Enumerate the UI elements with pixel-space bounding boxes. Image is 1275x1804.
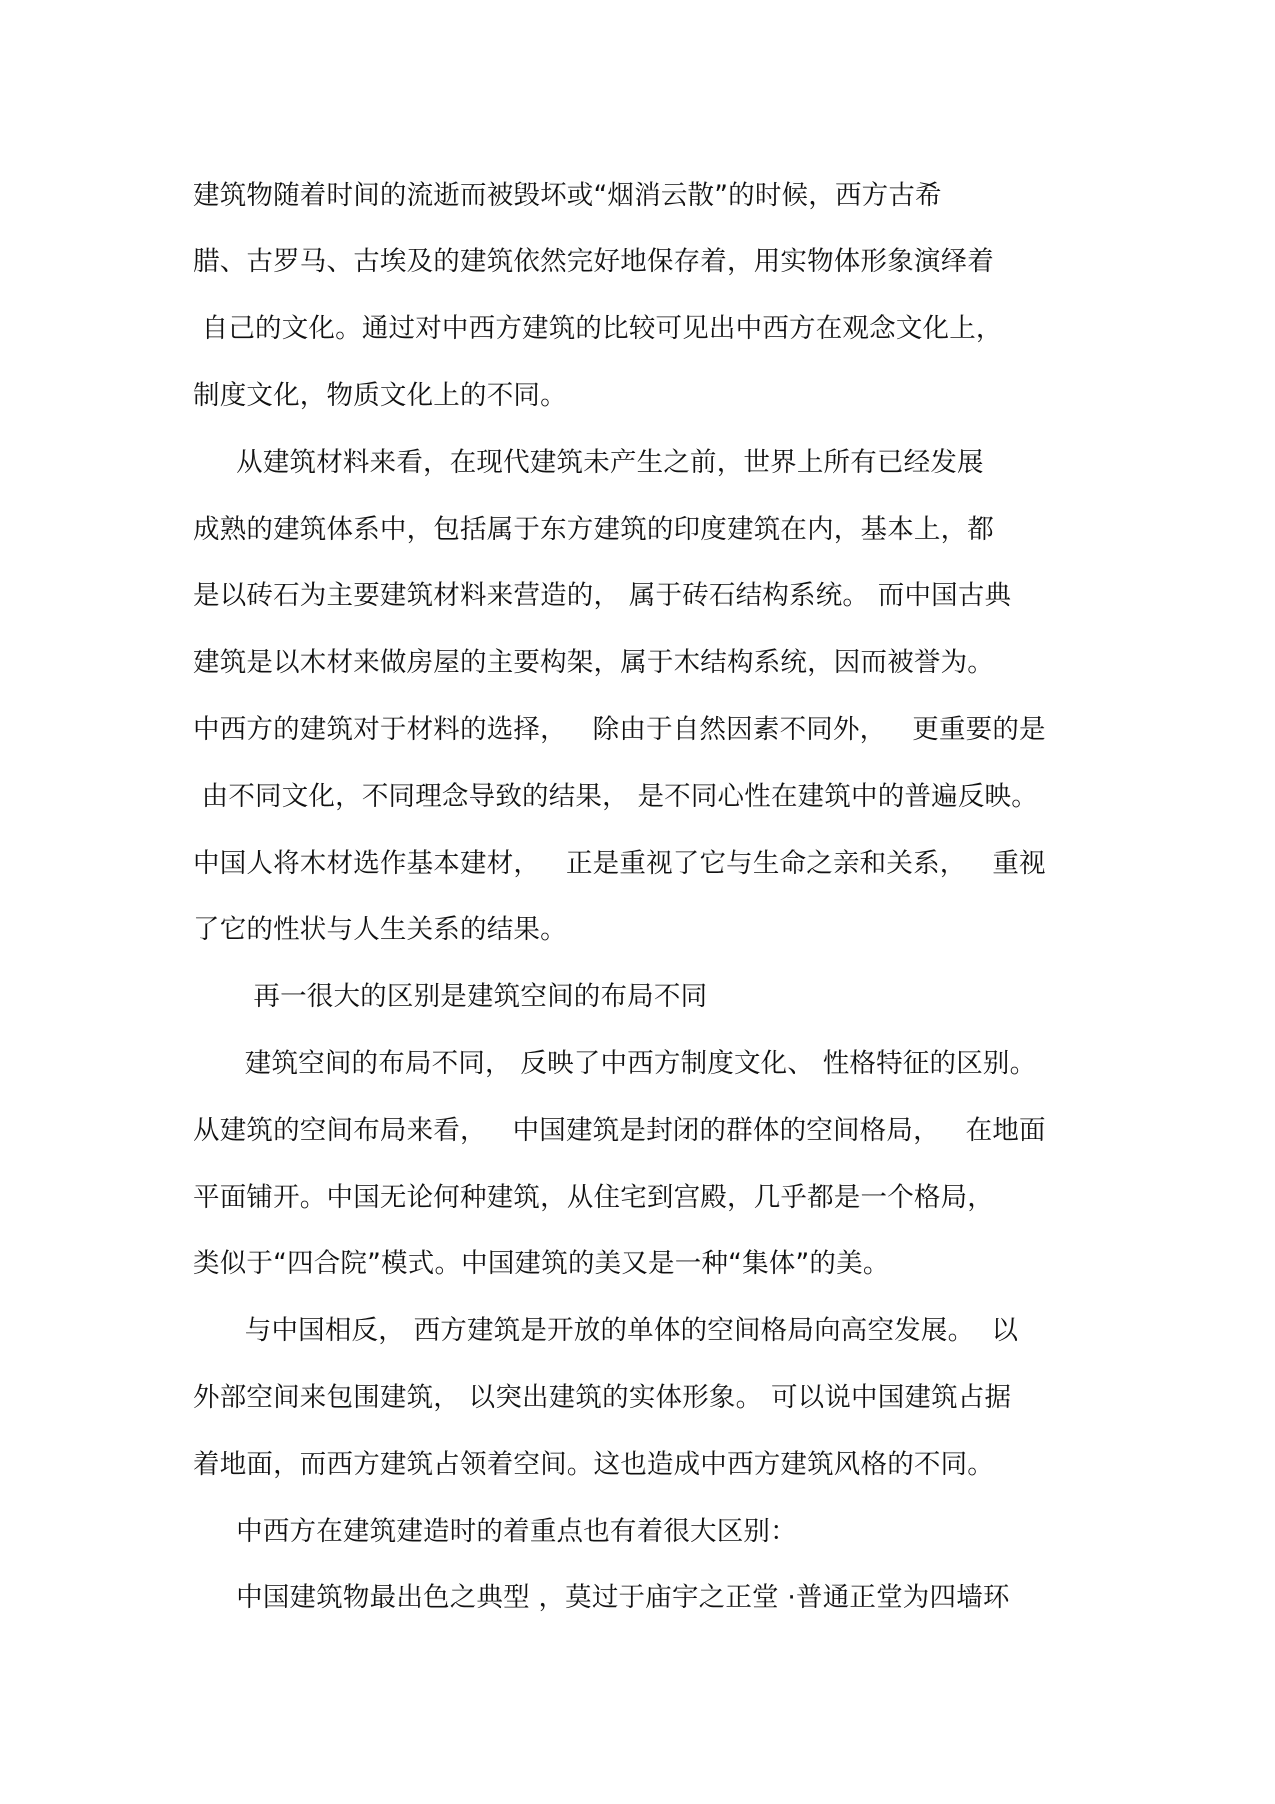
- text-line: 从建筑材料来看，在现代建筑未产生之前，世界上所有已经发展: [193, 447, 984, 478]
- text-line: 建筑空间的布局不同， 反映了中西方制度文化、 性格特征的区别。: [193, 1048, 1037, 1079]
- text-line: 建筑是以木材来做房屋的主要构架，属于木结构系统，因而被誉为。: [193, 647, 994, 678]
- text-line: 自己的文化。通过对中西方建筑的比较可见出中西方在观念文化上，: [193, 313, 1003, 344]
- text-line: 中国建筑物最出色之典型 ，莫过于庙宇之正堂 ·普通正堂为四墙环: [193, 1582, 1010, 1613]
- text-line: 制度文化，物质文化上的不同。: [193, 380, 567, 411]
- text-line: 着地面，而西方建筑占领着空间。这也造成中西方建筑风格的不同。: [193, 1449, 994, 1480]
- text-line: 了它的性状与人生关系的结果。: [193, 914, 567, 945]
- text-line: 中西方在建筑建造时的着重点也有着很大区别：: [193, 1516, 797, 1547]
- text-line: 中国人将木材选作基本建材， 正是重视了它与生命之亲和关系， 重视: [193, 848, 1046, 879]
- text-line: 由不同文化，不同理念导致的结果， 是不同心性在建筑中的普遍反映。: [193, 781, 1038, 812]
- text-line: 与中国相反， 西方建筑是开放的单体的空间格局向高空发展。 以: [193, 1315, 1019, 1346]
- text-line: 外部空间来包围建筑， 以突出建筑的实体形象。 可以说中国建筑占据: [193, 1382, 1012, 1413]
- text-line: 平面铺开。中国无论何种建筑，从住宅到宫殿，几乎都是一个格局，: [193, 1182, 994, 1213]
- text-line: 是以砖石为主要建筑材料来营造的， 属于砖石结构系统。 而中国古典: [193, 580, 1012, 611]
- text-line: 从建筑的空间布局来看， 中国建筑是封闭的群体的空间格局， 在地面: [193, 1115, 1046, 1146]
- text-line: 类似于“四合院”模式。中国建筑的美又是一种“集体”的美。: [193, 1248, 890, 1279]
- text-line: 成熟的建筑体系中，包括属于东方建筑的印度建筑在内，基本上，都: [193, 514, 994, 545]
- text-line: 再一很大的区别是建筑空间的布局不同: [193, 981, 708, 1012]
- text-line: 腊、古罗马、古埃及的建筑依然完好地保存着，用实物体形象演绎着: [193, 246, 994, 277]
- text-line: 中西方的建筑对于材料的选择， 除由于自然因素不同外， 更重要的是: [193, 714, 1046, 745]
- text-line: 建筑物随着时间的流逝而被毁坏或“烟消云散”的时候，西方古希: [193, 180, 942, 211]
